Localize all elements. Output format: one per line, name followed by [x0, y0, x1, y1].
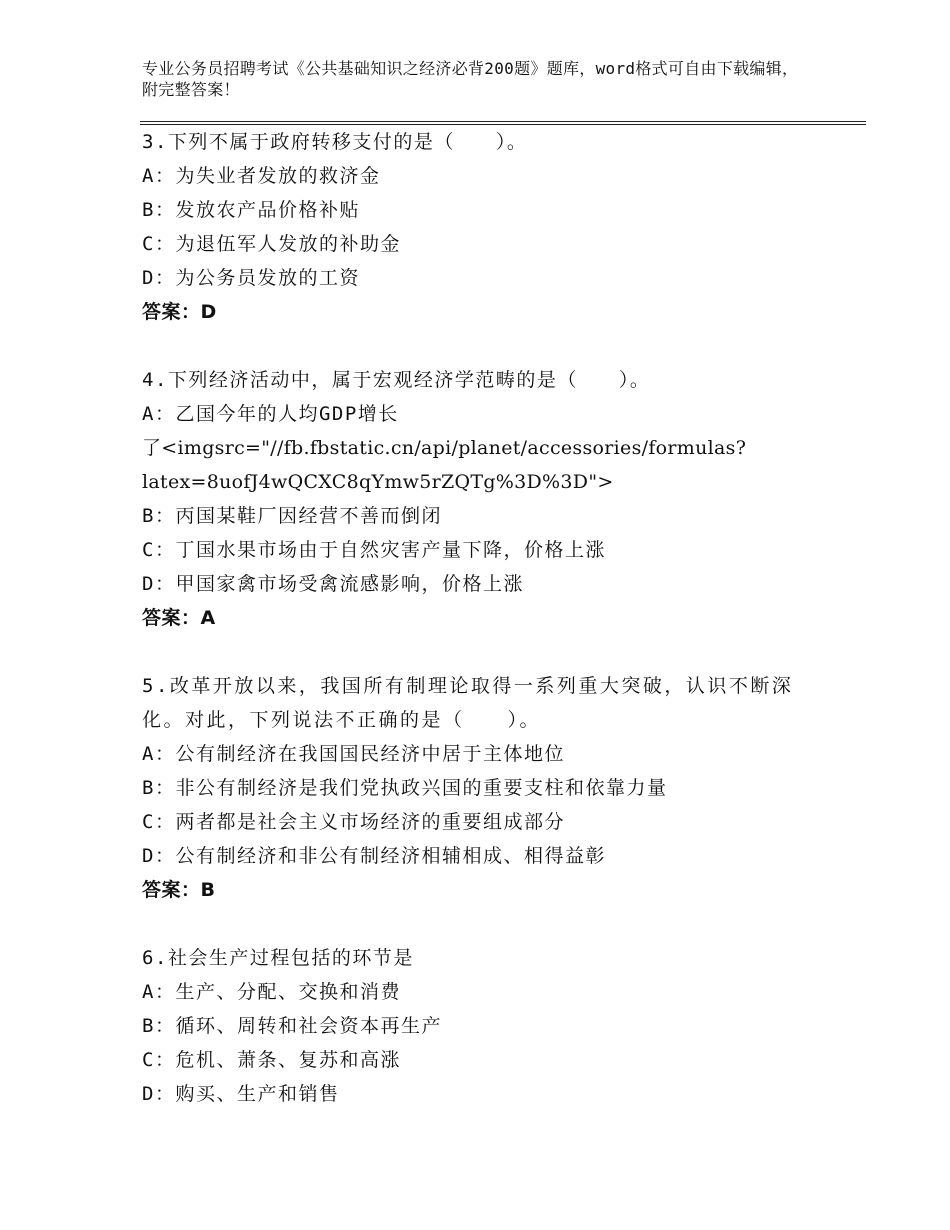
option-a: A：公有制经济在我国国民经济中居于主体地位 — [142, 743, 565, 765]
option-d: D：公有制经济和非公有制经济相辅相成、相得益彰 — [142, 845, 606, 867]
question-stem: 4.下列经济活动中，属于宏观经济学范畴的是（ ）。 — [142, 369, 651, 391]
option-b: B：循环、周转和社会资本再生产 — [142, 1015, 442, 1037]
option-c: C：两者都是社会主义市场经济的重要组成部分 — [142, 811, 565, 833]
question-3 — [142, 125, 822, 329]
spacer — [142, 329, 822, 363]
question-stem: 5.改革开放以来，我国所有制理论取得一系列重大突破，认识不断深化。对此，下列说法不正确的是（ ）。 — [142, 675, 794, 731]
question-4 — [142, 363, 822, 635]
option-d: D：为公务员发放的工资 — [142, 267, 360, 289]
option-c: C：危机、萧条、复苏和高涨 — [142, 1049, 401, 1071]
question-stem: 3.下列不属于政府转移支付的是（ ）。 — [142, 131, 528, 153]
header-rule-top — [140, 121, 866, 122]
question-stem: 6.社会生产过程包括的环节是 — [142, 947, 414, 969]
option-b: B：非公有制经济是我们党执政兴国的重要支柱和依靠力量 — [142, 777, 668, 799]
option-a-formula-line: latex=8uofJ4wQCXC8qYmw5rZQTg%3D%3D"> — [142, 471, 614, 493]
answer-label: 答案：B — [142, 879, 216, 901]
option-c: C：丁国水果市场由于自然灾害产量下降，价格上涨 — [142, 539, 606, 561]
question-5 — [142, 669, 822, 907]
option-c: C：为退伍军人发放的补助金 — [142, 233, 401, 255]
option-b: B：发放农产品价格补贴 — [142, 199, 360, 221]
option-a: A：为失业者发放的救济金 — [142, 165, 381, 187]
document-header: 专业公务员招聘考试《公共基础知识之经济必背200题》题库，word格式可自由下载编辑，附完整答案！ — [142, 59, 799, 99]
answer-label: 答案：A — [142, 607, 216, 629]
question-list — [142, 125, 822, 1111]
answer-label: 答案：D — [142, 301, 217, 323]
question-6 — [142, 941, 822, 1111]
option-a: A：乙国今年的人均GDP增长 — [142, 403, 399, 425]
option-d: D：甲国家禽市场受禽流感影响，价格上涨 — [142, 573, 524, 595]
option-d: D：购买、生产和销售 — [142, 1083, 340, 1105]
spacer — [142, 907, 822, 941]
option-b: B：丙国某鞋厂因经营不善而倒闭 — [142, 505, 442, 527]
option-a: A：生产、分配、交换和消费 — [142, 981, 401, 1003]
option-a-formula-line: 了<imgsrc="//fb.fbstatic.cn/api/planet/accessories/formulas? — [142, 437, 747, 459]
spacer — [142, 635, 822, 669]
